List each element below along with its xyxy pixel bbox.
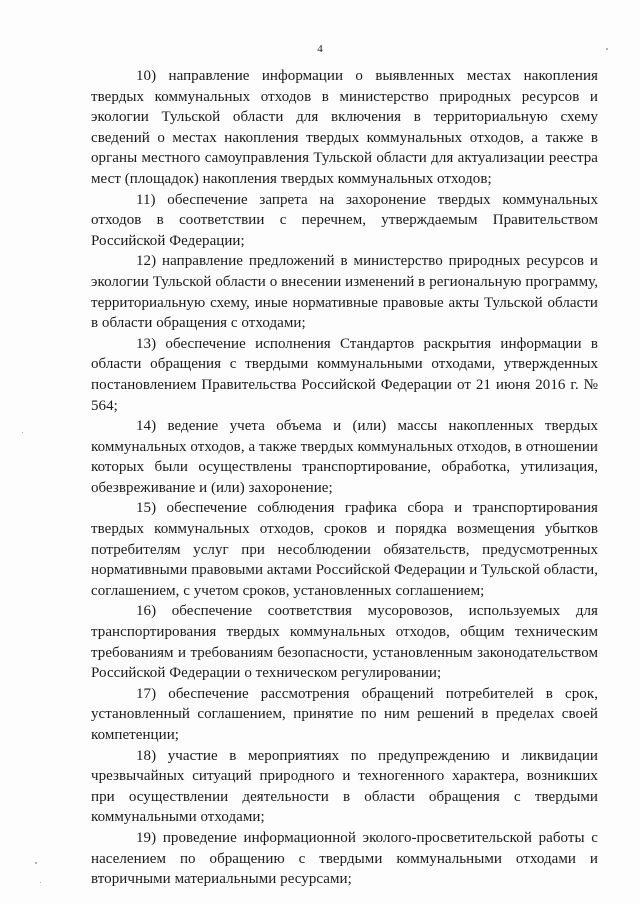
scan-speck — [35, 862, 37, 864]
list-item-10: 10) направление информации о выявленных местах накопления твердых коммунальных отходов в министерство природных ресурсов и экологии Тульской области для включения в территориальную схему сведений о местах накопления твердых коммунальных отходов, а также в органы местного самоуправления Тульской области для актуализации реестра мест (площадок) накопления твердых коммунальных отходов; — [91, 68, 598, 187]
list-item-12: 12) направление предложений в министерство природных ресурсов и экологии Тульской области о внесении изменений в региональную программу, территориальную схему, иные нормативные правовые акты Тульской области в области обращения с отходами; — [91, 253, 598, 332]
list-item-14: 14) ведение учета объема и (или) массы накопленных твердых коммунальных отходов, а также твердых коммунальных отходов, в отношении которых были осуществлены транспортирование, обработка, утилизация, обезвреживание и (или) захоронение; — [91, 418, 598, 496]
page-number: 4 — [317, 43, 323, 55]
scan-speck — [40, 882, 41, 883]
list-item-17: 17) обеспечение рассмотрения обращений потребителей в срок, установленный соглашением, принятие по ним решений в пределах своей компетенции; — [91, 685, 598, 743]
scan-speck — [606, 48, 608, 50]
scan-speck — [22, 432, 23, 433]
list-item-18: 18) участие в мероприятиях по предупреждению и ликвидации чрезвычайных ситуаций природного и техногенного характера, возникших при осуществлении деятельности в области обращения с твердыми коммунальными отходами; — [91, 747, 598, 826]
list-item-19: 19) проведение информационной эколого-просветительской работы с населением по обращению с твердыми коммунальными отходами и вторичными материальными ресурсами; — [91, 829, 598, 888]
list-item-16: 16) обеспечение соответствия мусоровозов, используемых для транспортирования твердых коммунальных отходов, общим техническим требованиям и требованиям безопасности, установленным законодательством Российской Федерации о техническом регулировании; — [91, 603, 598, 682]
list-item-13: 13) обеспечение исполнения Стандартов раскрытия информации в области обращения с твердыми коммунальными отходами, утвержденных постановлением Правительства Российской Федерации от 21 июня 2016 г. № 564; — [91, 335, 598, 414]
list-item-11: 11) обеспечение запрета на захоронение твердых коммунальных отходов в соответствии с перечнем, утверждаемым Правительством Российской Федерации; — [91, 191, 598, 249]
document-body — [91, 66, 598, 890]
list-item-15: 15) обеспечение соблюдения графика сбора и транспортирования твердых коммунальных отходов, сроков и порядка возмещения убытков потребителям услуг при несоблюдении обязательств, предусмотренных нормативными правовыми актами Российской Федерации и Тульской области, соглашением, с учетом сроков, установленных соглашением; — [91, 500, 598, 599]
